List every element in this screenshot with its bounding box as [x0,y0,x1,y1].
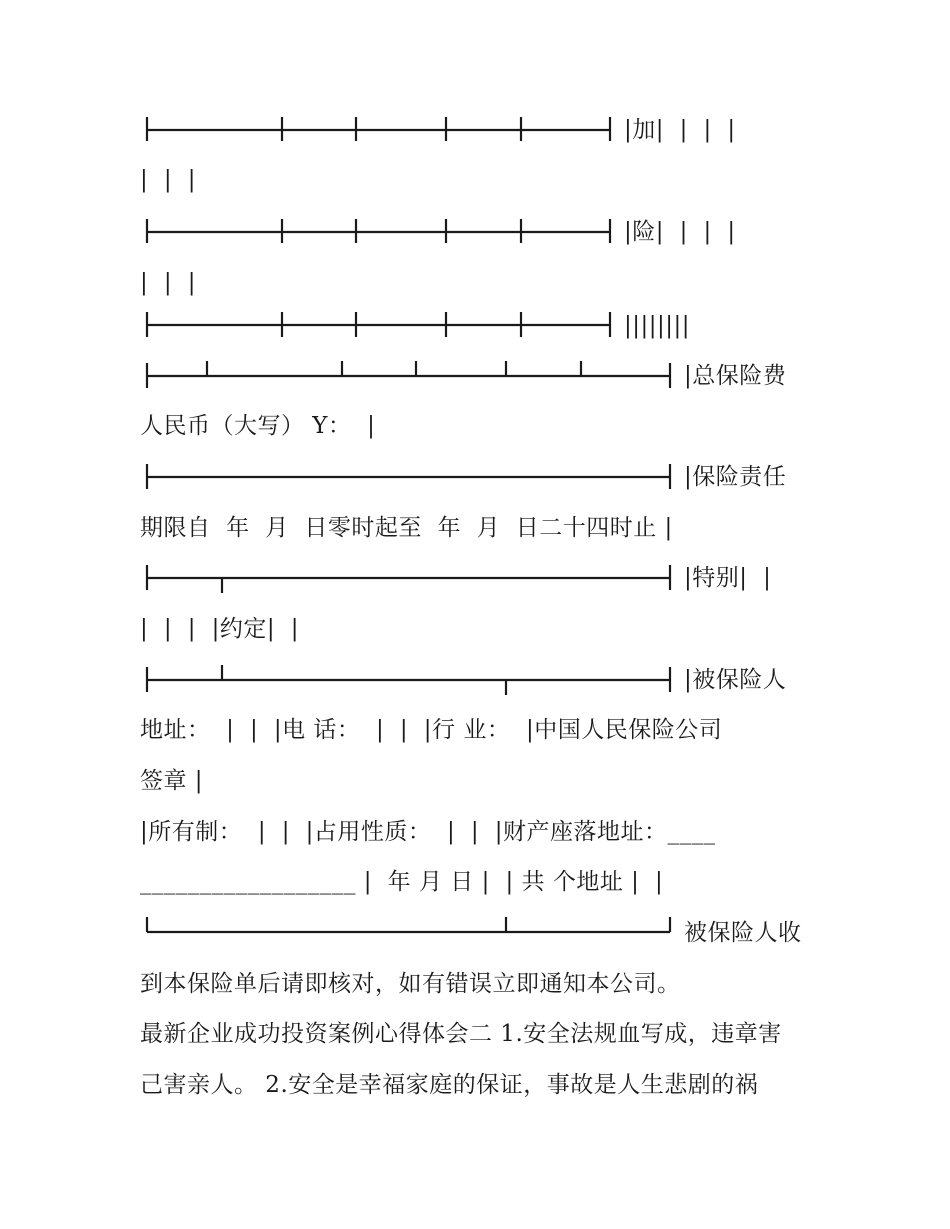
total-premium-label: |总保险费 [684,363,787,389]
period-line: 期限自 年 月 日零时起至 年 月 日二十四时止 | [140,515,673,541]
appended-paragraph-line-2: 己害亲人。 2.安全是幸福家庭的保证，事故是人生悲剧的祸 [140,1072,759,1098]
row-risk-text: |险| | | | [624,219,736,245]
row-separator-text: |||||||| [624,313,690,339]
liability-label: |保险责任 [684,464,787,490]
insured-receipt-text: 被保险人收 [684,920,802,946]
address-line: 地址： | | |电 话： | | |行 业： |中国人民保险公司 [140,717,723,743]
agreement-line: | | | |约定| | [140,616,299,642]
row-add-text: |加| | | | [624,117,736,143]
date-line: __________________ | 年 月 日 | | 共 个地址 | | [140,869,664,895]
insured-label: |被保险人 [684,667,787,693]
special-label: |特别| | [684,565,772,591]
ownership-line: |所有制： | | |占用性质： | | |财产座落地址：____ [140,819,716,845]
row-continuation: | | | [140,270,196,296]
signature-line: 签章 | [140,768,204,794]
notice-text: 到本保险单后请即核对，如有错误立即通知本公司。 [140,971,681,997]
premium-rmb-line: 人民币（大写） Y： | [140,413,376,439]
appended-paragraph-line-1: 最新企业成功投资案例心得体会二 1.安全法规血写成，违章害 [140,1021,782,1047]
row-continuation: | | | [140,167,196,193]
